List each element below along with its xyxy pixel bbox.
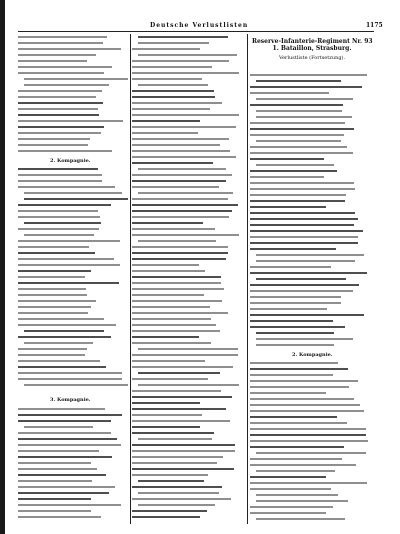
text-line xyxy=(132,156,236,158)
text-line xyxy=(256,500,348,502)
text-line xyxy=(250,158,324,160)
text-line xyxy=(256,140,341,142)
text-line xyxy=(138,240,216,242)
text-line xyxy=(18,372,122,374)
text-line xyxy=(18,378,122,380)
text-line xyxy=(250,404,360,406)
text-line xyxy=(132,270,205,272)
text-line xyxy=(18,120,123,122)
text-line xyxy=(18,54,96,56)
text-line xyxy=(18,48,121,50)
text-line xyxy=(250,242,358,244)
text-line xyxy=(138,438,212,440)
text-line xyxy=(132,120,200,122)
text-line xyxy=(138,42,209,44)
text-line xyxy=(250,380,358,382)
text-line xyxy=(132,102,222,104)
text-line xyxy=(256,116,352,118)
text-line xyxy=(24,84,109,86)
text-line xyxy=(18,276,85,278)
text-line xyxy=(250,476,326,478)
text-line xyxy=(256,452,366,454)
text-line xyxy=(132,216,229,218)
text-line xyxy=(256,518,345,520)
text-line xyxy=(250,104,343,106)
text-line xyxy=(250,428,366,430)
text-line xyxy=(18,204,111,206)
page-header-title: Deutsche Verlustlisten xyxy=(150,22,249,29)
text-line xyxy=(18,288,86,290)
text-line xyxy=(250,200,345,202)
text-line xyxy=(256,98,353,100)
text-line xyxy=(250,410,364,412)
text-line xyxy=(18,504,121,506)
text-line xyxy=(132,324,216,326)
text-line xyxy=(132,90,214,92)
text-line xyxy=(250,74,367,76)
text-line xyxy=(18,66,112,68)
text-line xyxy=(132,180,226,182)
text-line xyxy=(132,498,231,500)
text-line xyxy=(18,180,102,182)
text-line xyxy=(250,368,348,370)
text-line xyxy=(138,168,226,170)
text-line xyxy=(132,408,226,410)
text-line xyxy=(24,198,128,200)
text-line xyxy=(250,320,333,322)
text-line xyxy=(132,474,208,476)
text-line xyxy=(18,114,99,116)
text-line xyxy=(250,92,329,94)
text-line xyxy=(132,96,215,98)
text-line xyxy=(138,192,233,194)
text-line xyxy=(132,246,228,248)
text-line xyxy=(132,228,215,230)
text-line xyxy=(132,432,214,434)
text-line xyxy=(250,488,331,490)
text-line xyxy=(250,122,345,124)
text-line xyxy=(132,282,221,284)
text-line xyxy=(250,482,367,484)
text-line xyxy=(18,468,97,470)
text-line xyxy=(256,494,338,496)
text-line xyxy=(132,252,228,254)
text-line xyxy=(132,516,200,518)
text-line xyxy=(18,90,102,92)
text-line xyxy=(18,354,85,356)
text-line xyxy=(250,236,358,238)
text-line xyxy=(132,288,224,290)
section-heading: 2. Kompagnie. xyxy=(292,352,333,358)
text-line xyxy=(132,48,200,50)
text-line xyxy=(250,182,354,184)
text-line xyxy=(18,144,88,146)
text-line xyxy=(18,60,87,62)
text-line xyxy=(132,330,220,332)
column3-heading-line2: 1. Bataillon, Strasburg. xyxy=(272,45,352,52)
text-line xyxy=(18,312,88,314)
text-line xyxy=(24,192,122,194)
text-line xyxy=(24,384,128,386)
text-line xyxy=(24,426,93,428)
text-line xyxy=(18,306,91,308)
text-line xyxy=(250,272,367,274)
text-line xyxy=(18,450,99,452)
text-line xyxy=(132,456,223,458)
text-line xyxy=(132,114,239,116)
text-line xyxy=(132,486,222,488)
text-line xyxy=(132,174,232,176)
text-line xyxy=(250,440,368,442)
text-line xyxy=(132,60,229,62)
text-line xyxy=(24,330,104,332)
text-line xyxy=(132,468,234,470)
text-line xyxy=(250,230,363,232)
text-line xyxy=(132,150,230,152)
text-line xyxy=(250,284,359,286)
text-line xyxy=(256,80,341,82)
section-heading: 3. Kompagnie. xyxy=(50,397,91,403)
text-line xyxy=(24,78,128,80)
text-line xyxy=(138,384,239,386)
text-line xyxy=(18,414,122,416)
text-column-2 xyxy=(132,34,242,524)
text-line xyxy=(250,128,354,130)
text-line xyxy=(138,348,238,350)
text-line xyxy=(250,188,355,190)
text-line xyxy=(138,84,208,86)
text-line xyxy=(132,300,222,302)
text-line xyxy=(250,434,366,436)
text-line xyxy=(250,506,333,508)
text-line xyxy=(250,362,338,364)
text-line xyxy=(138,36,228,38)
text-line xyxy=(250,194,346,196)
column-divider-2 xyxy=(247,34,248,524)
text-line xyxy=(132,210,232,212)
text-line xyxy=(132,420,230,422)
text-line xyxy=(256,470,335,472)
text-line xyxy=(18,270,91,272)
text-line xyxy=(132,186,219,188)
text-line xyxy=(250,290,353,292)
text-line xyxy=(18,210,98,212)
text-line xyxy=(24,342,93,344)
text-line xyxy=(18,96,96,98)
text-line xyxy=(250,314,364,316)
text-line xyxy=(18,246,89,248)
text-line xyxy=(250,248,336,250)
text-line xyxy=(18,510,91,512)
text-line xyxy=(250,386,349,388)
text-line xyxy=(132,318,211,320)
text-line xyxy=(18,492,109,494)
text-line xyxy=(132,234,239,236)
text-line xyxy=(132,336,199,338)
text-line xyxy=(18,294,87,296)
text-line xyxy=(250,308,327,310)
text-line xyxy=(250,326,345,328)
text-line xyxy=(250,212,355,214)
text-line xyxy=(250,422,347,424)
text-line xyxy=(132,312,228,314)
text-line xyxy=(18,300,96,302)
text-line xyxy=(18,336,111,338)
text-line xyxy=(18,282,119,284)
text-line xyxy=(250,296,341,298)
section-heading: 2. Kompagnie. xyxy=(50,158,91,164)
text-line xyxy=(18,324,116,326)
text-column-3 xyxy=(250,34,372,524)
text-line xyxy=(132,222,203,224)
text-line xyxy=(250,86,362,88)
text-column-1 xyxy=(18,34,128,524)
text-line xyxy=(18,420,111,422)
text-line xyxy=(18,150,112,152)
text-line xyxy=(18,108,98,110)
text-line xyxy=(132,444,235,446)
text-line xyxy=(250,512,326,514)
text-line xyxy=(18,186,115,188)
text-line xyxy=(18,174,102,176)
text-line xyxy=(256,254,364,256)
text-line xyxy=(132,360,205,362)
text-line xyxy=(18,444,121,446)
scan-edge xyxy=(0,0,5,534)
text-line xyxy=(132,198,228,200)
header-rule xyxy=(18,31,374,32)
text-line xyxy=(18,474,106,476)
text-line xyxy=(18,366,106,368)
text-line xyxy=(24,222,101,224)
text-line xyxy=(18,228,99,230)
text-line xyxy=(250,464,356,466)
text-line xyxy=(250,176,324,178)
text-line xyxy=(132,276,221,278)
text-line xyxy=(18,408,105,410)
text-line xyxy=(132,426,200,428)
text-line xyxy=(18,498,91,500)
text-line xyxy=(132,378,208,380)
text-line xyxy=(250,266,331,268)
text-line xyxy=(132,108,210,110)
text-line xyxy=(18,216,100,218)
text-line xyxy=(132,402,200,404)
column3-heading-line1: Reserve-Infanterie-Regiment Nr. 93 xyxy=(252,38,373,45)
text-line xyxy=(132,144,220,146)
text-line xyxy=(18,432,111,434)
text-line xyxy=(18,138,90,140)
text-line xyxy=(138,504,215,506)
text-line xyxy=(18,126,104,128)
text-line xyxy=(256,278,346,280)
text-line xyxy=(256,344,334,346)
text-line xyxy=(18,456,112,458)
text-line xyxy=(256,110,342,112)
text-line xyxy=(250,398,354,400)
text-line xyxy=(250,458,342,460)
text-line xyxy=(132,366,233,368)
text-line xyxy=(250,134,344,136)
text-line xyxy=(132,138,229,140)
text-line xyxy=(18,72,104,74)
text-line xyxy=(132,162,213,164)
text-line xyxy=(18,480,92,482)
page-number: 1175 xyxy=(366,22,383,29)
text-line xyxy=(132,294,204,296)
text-line xyxy=(132,450,235,452)
text-line xyxy=(18,132,101,134)
text-line xyxy=(18,258,114,260)
text-line xyxy=(250,146,347,148)
text-line xyxy=(132,72,239,74)
text-line xyxy=(250,302,341,304)
text-line xyxy=(18,36,107,38)
text-line xyxy=(138,54,237,56)
text-line xyxy=(18,462,91,464)
text-line xyxy=(250,416,337,418)
text-line xyxy=(132,462,217,464)
text-line xyxy=(132,306,210,308)
text-line xyxy=(132,126,236,128)
text-line xyxy=(132,132,198,134)
text-line xyxy=(132,354,238,356)
text-line xyxy=(250,206,326,208)
text-line xyxy=(18,168,98,170)
text-line xyxy=(132,78,202,80)
text-line xyxy=(132,204,238,206)
text-line xyxy=(250,218,358,220)
text-line xyxy=(18,348,87,350)
text-line xyxy=(18,318,104,320)
text-line xyxy=(138,372,220,374)
text-line xyxy=(250,170,337,172)
column3-subheading: Verlustliste (Fortsetzung). xyxy=(278,55,346,61)
text-line xyxy=(138,480,204,482)
text-line xyxy=(132,510,207,512)
text-line xyxy=(132,396,232,398)
text-line xyxy=(132,66,212,68)
text-line xyxy=(18,264,120,266)
text-line xyxy=(132,264,199,266)
text-line xyxy=(256,338,353,340)
text-line xyxy=(250,152,353,154)
text-line xyxy=(18,516,101,518)
text-line xyxy=(132,258,226,260)
text-line xyxy=(18,102,103,104)
text-line xyxy=(18,486,115,488)
text-line xyxy=(18,240,120,242)
text-line xyxy=(256,332,334,334)
text-line xyxy=(132,390,221,392)
text-line xyxy=(132,342,211,344)
column-divider-1 xyxy=(130,34,131,524)
text-line xyxy=(132,414,202,416)
text-line xyxy=(250,392,326,394)
text-line xyxy=(18,438,117,440)
text-line xyxy=(250,446,344,448)
text-line xyxy=(250,224,354,226)
text-line xyxy=(256,164,334,166)
text-line xyxy=(18,252,95,254)
text-line xyxy=(250,374,333,376)
text-line xyxy=(24,234,94,236)
text-line xyxy=(18,42,103,44)
text-line xyxy=(18,360,100,362)
text-line xyxy=(256,260,355,262)
text-line xyxy=(138,492,219,494)
